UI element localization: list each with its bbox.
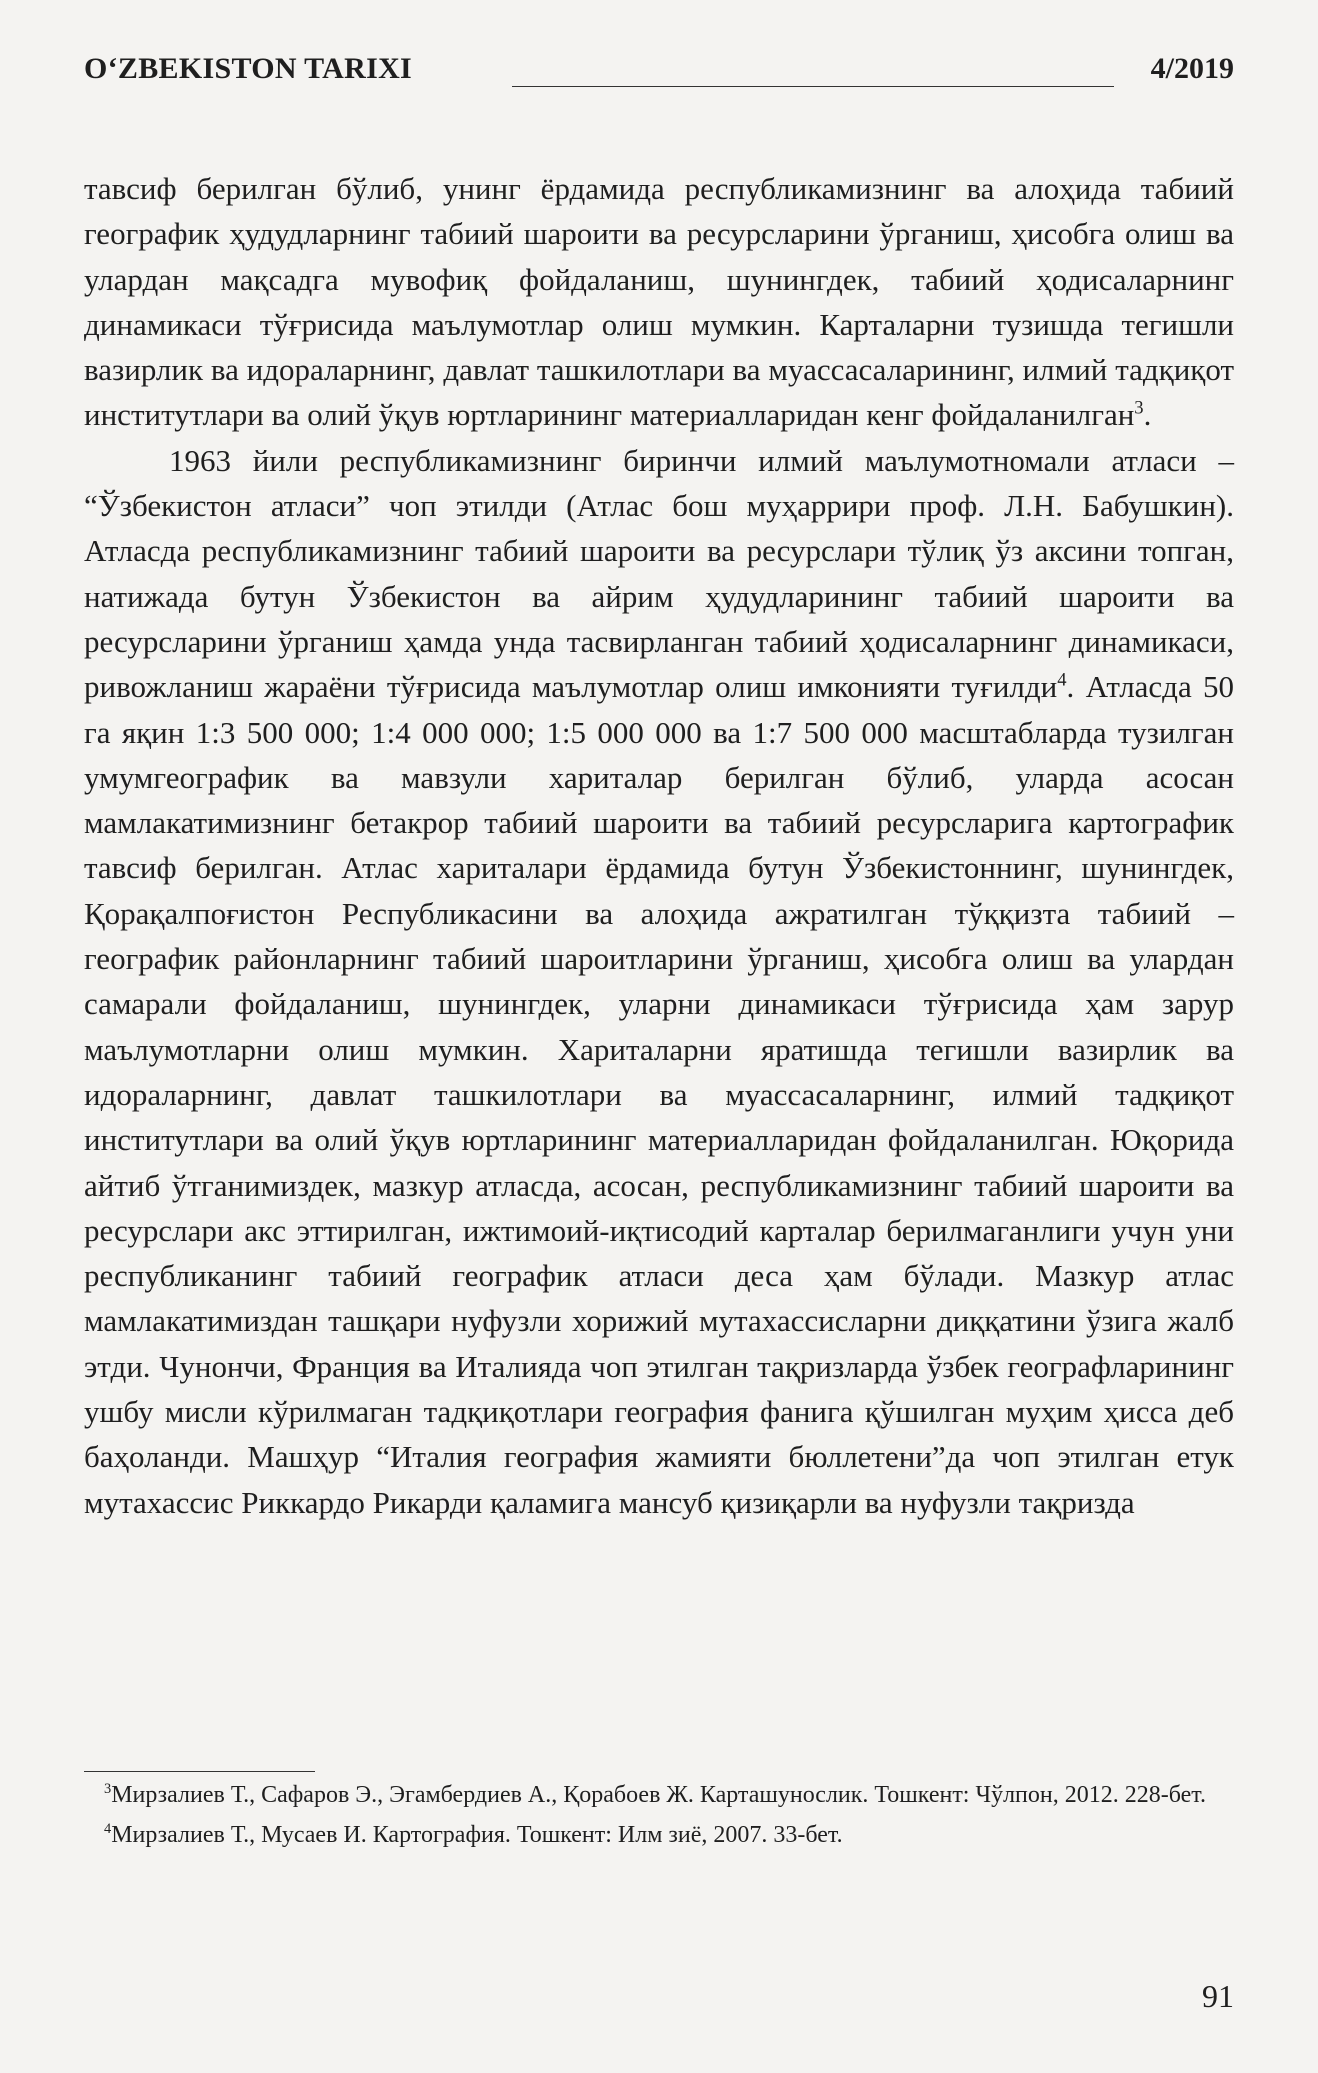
page-number: 91 — [1202, 1978, 1234, 2014]
issue-number: 4/2019 — [1150, 52, 1234, 85]
footnotes — [84, 1778, 1234, 1852]
journal-title: O‘ZBEKISTON TARIXI — [84, 52, 413, 85]
footnote-ref[interactable]: 3 — [1134, 398, 1144, 420]
footnote-number: 3 — [104, 1781, 112, 1797]
article-body — [84, 166, 1234, 1525]
paragraph-text: тавсиф берилган бўлиб, унинг ёрдамида республикамизнинг ва алоҳида табиий географик ҳудудларнинг табиий шароити ва ресурсларини ўрганиш, ҳисобга олиш ва улардан мақсадга мувофиқ фойдаланиш, шунингдек, табиий ҳодисаларнинг динамикаси тўғрисида маълумотлар олиш мумкин. Карталарни тузишда тегишли вазирлик ва идораларнинг, давлат ташкилотлари ва муассасаларининг, илмий тадқиқот институтлари ва олий ўқув юртларининг материалларидан кенг фойдаланилган — [84, 171, 1234, 433]
paragraph-tail: . Атласда 50 га яқин 1:3 500 000; 1:4 000 000; 1:5 000 000 ва 1:7 500 000 масштабларда тузилган умумгеографик ва мавзули хариталар берилган бўлиб, уларда асосан мамлакатимизнинг бетакрор табиий шароити ва табиий ресурсларига картографик тавсиф берилган. Атлас хариталари ёрдамида бутун Ўзбекистоннинг, шунингдек, Қорақалпоғистон Республикасини ва алоҳида ажратилган тўққизта табиий – географик районларнинг табиий шароитларини ўрганиш, ҳисобга олиш ва улардан самарали фойдаланиш, шунингдек, уларни динамикаси тўғрисида ҳам зарур маълумотларни олиш мумкин. Хариталарни яратишда тегишли вазирлик ва идораларнинг, давлат ташкилотлари ва муассасаларнинг, илмий тадқиқот институтлари ва олий ўқув юртларининг материалларидан фойдаланилган. Юқорида айтиб ўтганимиздек, мазкур атласда, асосан, республикамизнинг табиий шароити ва ресурслари акс эттирилган, ижтимоий-иқтисодий карталар берилмаганлиги учун уни республиканинг табиий географик атласи деса ҳам бўлади. Мазкур атлас мамлакатимиздан ташқари нуфузли хорижий мутахассисларни диққатини ўзига жалб этди. Чунончи, Франция ва Италияда чоп этилган тақризларда ўзбек географларининг ушбу мисли кўрилмаган тадқиқотлари география фанига қўшилган муҳим ҳисса деб баҳоланди. Машҳур “Италия география жамияти бюллетени”да чоп этилган етук мутахассис Риккардо Рикарди қаламига мансуб қизиқарли ва нуфузли тақризда — [84, 669, 1234, 1520]
paragraph-tail: . — [1143, 397, 1152, 433]
running-header — [84, 48, 1234, 98]
footnote-ref[interactable]: 4 — [1057, 669, 1067, 691]
footnote-text: Мирзалиев Т., Сафаров Э., Эгамбердиев А., Қорабоев Ж. Карташунослик. Тошкент: Чўлпон, 2012. 228-бет. — [111, 1782, 1206, 1808]
footnote-item — [84, 1818, 1234, 1852]
footnote-number: 4 — [104, 1821, 112, 1837]
paragraph-2 — [84, 438, 1234, 1525]
footnote-text: Мирзалиев Т., Мусаев И. Картография. Тошкент: Илм зиё, 2007. 33-бет. — [111, 1822, 843, 1848]
footnote-rule — [84, 1771, 315, 1772]
footnote-item — [84, 1778, 1234, 1812]
header-rule — [512, 86, 1114, 87]
journal-page — [84, 48, 1234, 2038]
paragraph-1 — [84, 166, 1234, 438]
paragraph-text: 1963 йили республикамизнинг биринчи илмий маълумотномали атласи – “Ўзбекистон атласи” чоп этилди (Атлас бош муҳаррири проф. Л.Н. Бабушкин). Атласда республикамизнинг табиий шароити ва ресурслари тўлиқ ўз аксини топган, натижада бутун Ўзбекистон ва айрим ҳудудларининг табиий шароити ва ресурсларини ўрганиш ҳамда унда тасвирланган табиий ҳодисаларнинг динамикаси, ривожланиш жараёни тўғрисида маълумотлар олиш имконияти туғилди — [84, 442, 1234, 705]
